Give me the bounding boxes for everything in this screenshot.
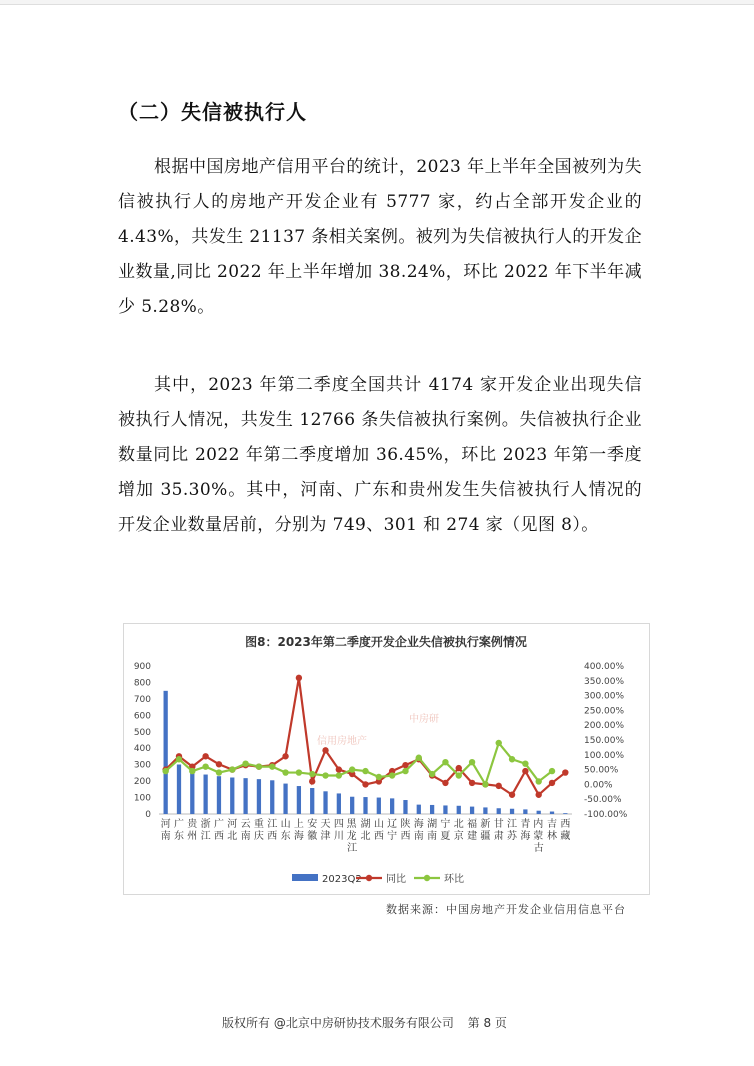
x-tick-label: 林 bbox=[547, 831, 558, 842]
bar-黑龙江 bbox=[350, 797, 354, 814]
x-tick-label: 南 bbox=[160, 831, 171, 842]
bar-吉林 bbox=[550, 812, 554, 814]
x-tick-label: 广 bbox=[173, 819, 184, 830]
point-同比 bbox=[216, 761, 222, 767]
y-left-tick-label: 600 bbox=[133, 711, 151, 722]
x-tick-label: 疆 bbox=[480, 831, 491, 842]
x-tick-label: 海 bbox=[293, 831, 304, 842]
chart-figure bbox=[123, 623, 650, 895]
x-tick-label: 西 bbox=[560, 819, 571, 830]
bar-江苏 bbox=[510, 809, 514, 814]
legend-swatch-2023Q2 bbox=[292, 874, 318, 881]
point-同比 bbox=[362, 781, 368, 787]
x-tick-label: 江 bbox=[200, 831, 211, 842]
point-环比 bbox=[296, 769, 302, 775]
bar-四川 bbox=[337, 793, 341, 814]
x-tick-label: 庆 bbox=[253, 831, 264, 842]
point-同比 bbox=[469, 780, 475, 786]
bar-北京 bbox=[457, 806, 461, 814]
point-同比 bbox=[522, 768, 528, 774]
bar-重庆 bbox=[257, 779, 261, 814]
x-tick-label: 黑 bbox=[346, 819, 357, 830]
y-right-tick-label: 250.00% bbox=[584, 706, 625, 717]
x-tick-label: 甘 bbox=[493, 819, 504, 830]
bar-安徽 bbox=[310, 788, 314, 814]
y-left-tick-label: 900 bbox=[133, 662, 151, 672]
x-tick-label: 青 bbox=[520, 819, 531, 830]
bar-青海 bbox=[523, 809, 527, 814]
point-同比 bbox=[296, 675, 302, 681]
section-heading: （二）失信被执行人 bbox=[118, 100, 307, 124]
point-环比 bbox=[469, 759, 475, 765]
point-环比 bbox=[176, 756, 182, 762]
y-left-tick-label: 700 bbox=[133, 694, 151, 705]
x-tick-label: 重 bbox=[253, 819, 264, 830]
bar-江西 bbox=[270, 780, 274, 814]
point-环比 bbox=[322, 772, 328, 778]
source-note: 数据来源：中国房地产开发企业信用信息平台 bbox=[386, 903, 626, 916]
x-tick-label: 新 bbox=[480, 819, 491, 830]
x-tick-label: 西 bbox=[267, 831, 278, 842]
x-tick-label: 西 bbox=[373, 831, 384, 842]
x-tick-label: 西 bbox=[213, 831, 224, 842]
x-tick-label: 北 bbox=[360, 831, 371, 842]
point-环比 bbox=[376, 774, 382, 780]
bar-内蒙古 bbox=[537, 811, 541, 814]
bar-山西 bbox=[377, 798, 381, 814]
x-tick-label: 广 bbox=[213, 819, 224, 830]
point-同比 bbox=[322, 747, 328, 753]
x-tick-label: 海 bbox=[413, 819, 424, 830]
point-同比 bbox=[509, 792, 515, 798]
x-tick-label: 上 bbox=[293, 819, 304, 830]
y-left-tick-label: 400 bbox=[133, 744, 151, 755]
point-环比 bbox=[216, 769, 222, 775]
point-环比 bbox=[456, 772, 462, 778]
x-tick-label: 贵 bbox=[187, 819, 198, 830]
x-tick-label: 辽 bbox=[387, 819, 398, 830]
bar-上海 bbox=[297, 786, 301, 814]
x-tick-label: 江 bbox=[347, 843, 358, 854]
legend-label-2023Q2: 2023Q2 bbox=[322, 874, 362, 885]
point-环比 bbox=[535, 778, 541, 784]
bar-湖北 bbox=[363, 797, 367, 814]
legend-marker-环比 bbox=[424, 875, 430, 881]
y-right-tick-label: 150.00% bbox=[584, 736, 625, 746]
page-top-border bbox=[0, 0, 754, 5]
x-tick-label: 川 bbox=[333, 831, 344, 842]
x-tick-label: 安 bbox=[307, 819, 318, 830]
bar-云南 bbox=[243, 778, 247, 814]
y-left-tick-label: 500 bbox=[133, 727, 151, 738]
bar-湖南 bbox=[430, 805, 434, 814]
point-环比 bbox=[429, 771, 435, 777]
bar-天津 bbox=[323, 791, 327, 814]
y-right-tick-label: 200.00% bbox=[584, 721, 625, 732]
y-left-tick-label: 100 bbox=[133, 793, 151, 804]
legend-label-环比: 环比 bbox=[444, 874, 464, 885]
x-tick-label: 古 bbox=[533, 843, 544, 854]
point-同比 bbox=[549, 780, 555, 786]
x-tick-label: 南 bbox=[240, 831, 251, 842]
bar-福建 bbox=[470, 807, 474, 814]
y-left-tick-label: 200 bbox=[133, 777, 151, 788]
x-tick-label: 津 bbox=[320, 831, 331, 842]
watermark-text-1: 信用房地产 bbox=[317, 736, 367, 747]
x-tick-label: 州 bbox=[187, 831, 198, 842]
x-tick-label: 北 bbox=[453, 819, 464, 830]
point-环比 bbox=[189, 768, 195, 774]
x-tick-label: 建 bbox=[467, 831, 478, 842]
point-环比 bbox=[482, 781, 488, 787]
y-right-tick-label: 300.00% bbox=[584, 691, 625, 702]
x-tick-label: 内 bbox=[533, 819, 544, 830]
x-tick-label: 福 bbox=[467, 819, 478, 830]
point-环比 bbox=[256, 763, 262, 769]
chart-svg bbox=[124, 624, 649, 894]
bar-海南 bbox=[417, 805, 421, 814]
chart-title: 图8：2023年第二季度开发企业失信被执行案例情况 bbox=[245, 635, 527, 649]
point-环比 bbox=[229, 766, 235, 772]
watermark-text-2: 中房研 bbox=[409, 714, 439, 725]
legend-label-同比: 同比 bbox=[386, 874, 406, 885]
bar-浙江 bbox=[203, 775, 207, 814]
point-环比 bbox=[269, 763, 275, 769]
point-同比 bbox=[496, 783, 502, 789]
x-tick-label: 湖 bbox=[360, 819, 371, 830]
x-tick-label: 江 bbox=[267, 819, 278, 830]
point-同比 bbox=[562, 769, 568, 775]
x-tick-label: 湖 bbox=[427, 819, 438, 830]
paragraph-1: 根据中国房地产信用平台的统计，2023 年上半年全国被列为失信被执行人的房地产开发企业有 5777 家，约占全部开发企业的 4.43%，共发生 21137 条相关案例。被列为失信被执行人的开发企业数量,同比 2022 年上半年增加 38.24%，环比 2022 年下半年减少 5.28%。 bbox=[118, 157, 642, 317]
bar-宁夏 bbox=[443, 805, 447, 814]
bar-辽宁 bbox=[390, 798, 394, 814]
page-footer bbox=[222, 1014, 507, 1031]
bar-陕西 bbox=[403, 800, 407, 814]
x-tick-label: 河 bbox=[160, 819, 171, 830]
point-同比 bbox=[202, 753, 208, 759]
x-tick-label: 浙 bbox=[200, 819, 211, 830]
y-right-tick-label: 50.00% bbox=[584, 765, 619, 776]
point-同比 bbox=[309, 778, 315, 784]
point-环比 bbox=[509, 756, 515, 762]
x-tick-label: 肃 bbox=[493, 831, 504, 842]
point-环比 bbox=[162, 768, 168, 774]
point-环比 bbox=[242, 760, 248, 766]
point-环比 bbox=[202, 763, 208, 769]
x-tick-label: 北 bbox=[227, 831, 238, 842]
x-tick-label: 南 bbox=[413, 831, 424, 842]
point-同比 bbox=[336, 766, 342, 772]
x-tick-label: 山 bbox=[280, 819, 291, 830]
x-tick-label: 天 bbox=[320, 819, 331, 830]
y-right-tick-label: 350.00% bbox=[584, 676, 625, 687]
y-left-tick-label: 0 bbox=[145, 810, 151, 820]
footer-copyright: 版权所有 @北京中房研协技术服务有限公司 bbox=[222, 1016, 454, 1030]
paragraph-2: 其中，2023 年第二季度全国共计 4174 家开发企业出现失信被执行人情况，共发生 12766 条失信被执行案例。失信被执行企业数量同比 2022 年第二季度增加 36.45%，环比 2023 年第一季度增加 35.30%。其中，河南、广东和贵州发生失信被执行人情况的开发企业数量居前，分别为 749、301 和 274 家（见图 8）。 bbox=[118, 375, 642, 535]
point-环比 bbox=[442, 759, 448, 765]
bar-西藏 bbox=[563, 813, 567, 814]
y-left-tick-label: 800 bbox=[133, 678, 151, 689]
footer-page-number: 第 8 页 bbox=[467, 1016, 507, 1030]
x-tick-label: 徽 bbox=[307, 831, 318, 842]
bar-广东 bbox=[177, 765, 181, 814]
point-环比 bbox=[416, 755, 422, 761]
x-tick-label: 山 bbox=[373, 819, 384, 830]
bar-河南 bbox=[164, 691, 168, 814]
bar-广西 bbox=[217, 776, 221, 814]
x-tick-label: 河 bbox=[227, 819, 238, 830]
x-tick-label: 陕 bbox=[400, 819, 411, 830]
x-tick-label: 江 bbox=[507, 819, 518, 830]
point-同比 bbox=[442, 780, 448, 786]
x-tick-label: 云 bbox=[240, 819, 251, 830]
y-left-tick-label: 300 bbox=[133, 760, 151, 771]
x-tick-label: 宁 bbox=[440, 819, 451, 830]
bar-甘肃 bbox=[497, 808, 501, 814]
x-tick-label: 四 bbox=[333, 819, 344, 830]
point-同比 bbox=[282, 753, 288, 759]
point-环比 bbox=[402, 768, 408, 774]
point-环比 bbox=[389, 772, 395, 778]
x-tick-label: 东 bbox=[280, 831, 291, 842]
point-环比 bbox=[522, 760, 528, 766]
bar-新疆 bbox=[483, 807, 487, 814]
point-环比 bbox=[549, 768, 555, 774]
point-环比 bbox=[309, 771, 315, 777]
point-同比 bbox=[535, 792, 541, 798]
bar-山东 bbox=[283, 784, 287, 814]
y-right-tick-label: 400.00% bbox=[584, 662, 625, 672]
x-tick-label: 吉 bbox=[547, 819, 558, 830]
bar-贵州 bbox=[190, 769, 194, 814]
x-tick-label: 夏 bbox=[440, 831, 451, 842]
x-tick-label: 苏 bbox=[507, 831, 518, 842]
x-tick-label: 南 bbox=[427, 831, 438, 842]
x-tick-label: 宁 bbox=[387, 831, 398, 842]
y-right-tick-label: -50.00% bbox=[584, 795, 622, 806]
point-环比 bbox=[349, 766, 355, 772]
bar-河北 bbox=[230, 777, 234, 814]
point-同比 bbox=[456, 765, 462, 771]
point-环比 bbox=[282, 769, 288, 775]
point-环比 bbox=[336, 772, 342, 778]
point-环比 bbox=[496, 740, 502, 746]
y-right-tick-label: 100.00% bbox=[584, 750, 625, 761]
y-right-tick-label: -100.00% bbox=[584, 810, 628, 820]
x-tick-label: 京 bbox=[453, 831, 464, 842]
x-tick-label: 西 bbox=[400, 831, 411, 842]
x-tick-label: 龙 bbox=[346, 831, 357, 842]
x-tick-label: 东 bbox=[173, 831, 184, 842]
x-tick-label: 蒙 bbox=[533, 831, 544, 842]
point-环比 bbox=[362, 768, 368, 774]
x-tick-label: 藏 bbox=[560, 831, 571, 842]
y-right-tick-label: 0.00% bbox=[584, 780, 613, 791]
x-tick-label: 海 bbox=[520, 831, 531, 842]
legend-marker-同比 bbox=[366, 875, 372, 881]
